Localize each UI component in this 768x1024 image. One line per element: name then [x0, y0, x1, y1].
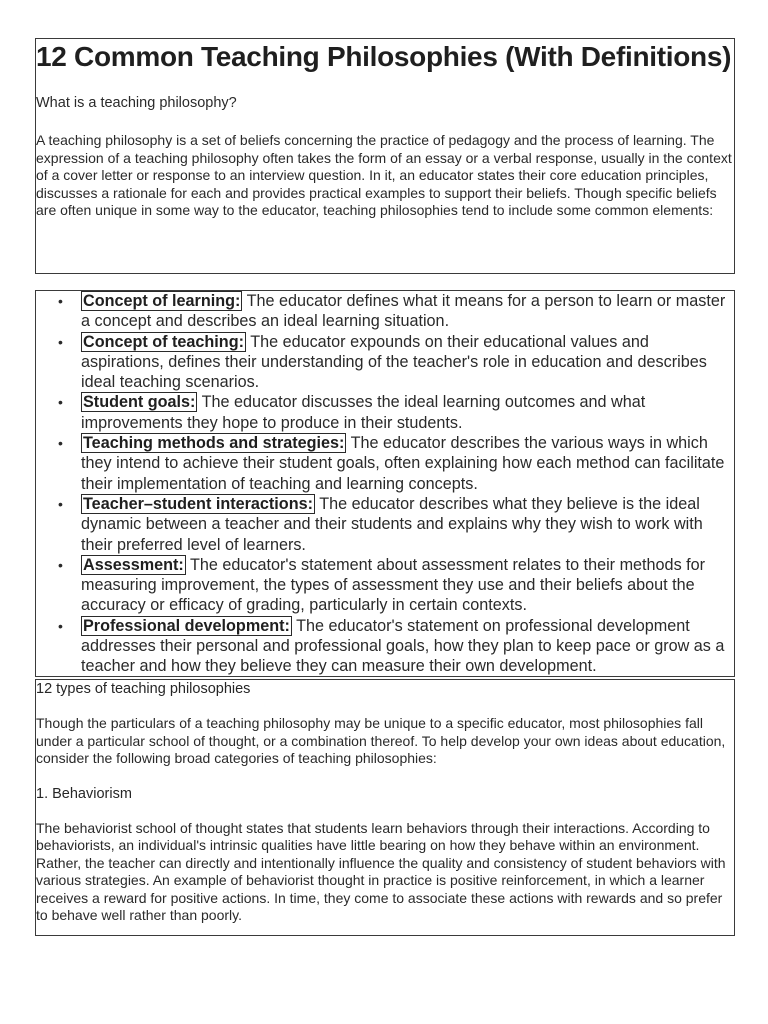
list-item [36, 392, 734, 433]
list-item-text: The educator describes what they believe is the ideal dynamic between a teacher and their students and explains why they wish to work with their preferred level of learners. [81, 494, 703, 554]
elements-list [36, 291, 734, 677]
list-item-text: The educator discusses the ideal learning outcomes and what improvements they hope to produce in their students. [81, 393, 646, 432]
list-item [36, 494, 734, 555]
article-title: 12 Common Teaching Philosophies (With Definitions) [36, 41, 732, 72]
list-item-term: Professional development: [83, 616, 290, 635]
list-item-text: The educator's statement about assessment relates to their methods for measuring improvement, the types of assessment they use and their beliefs about the accuracy or efficacy of grading, particularly in certain contexts. [81, 555, 706, 615]
list-item [36, 616, 734, 677]
list-item-text: The educator's statement on professional development addresses their personal and professional goals, how they plan to keep pace or grow as a teacher and how they believe they can measure their own development. [81, 616, 725, 676]
list-item-text: The educator describes the various ways in which they intend to achieve their student goals, often explaining how each method can facilitate their implementation of teaching and learning concepts. [81, 434, 725, 493]
list-item-term: Assessment: [83, 555, 184, 574]
list-item-term: Student goals: [83, 393, 196, 412]
list-item-text: The educator defines what it means for a person to learn or master a concept and describes an ideal learning situation. [81, 292, 726, 331]
bullet-icon: • [58, 293, 63, 309]
list-item-term: Teaching methods and strategies: [83, 434, 345, 453]
bullet-icon: • [58, 495, 63, 512]
behaviorism-paragraph: The behaviorist school of thought states that students learn behaviors through their interactions. According to behaviorists, an individual's intrinsic qualities have little bearing on how they behave within an environment. Rather, the teacher can directly and intentionally influence the quality and consistency of student behaviors with various strategies. An example of behaviorist thought in practice is positive reinforcement, in which a learner receives a reward for positive actions. In time, they come to associate these actions with rewards and so prefer to behave well rather than poorly. [36, 819, 726, 923]
types-intro-paragraph: Though the particulars of a teaching philosophy may be unique to a specific educator, most philosophies fall under a particular school of thought, or a combination thereof. To help develop your own ideas about education, consider the following broad categories of teaching philosophies: [36, 715, 726, 766]
types-section [35, 679, 735, 936]
elements-list-section [35, 290, 735, 677]
intro-section [35, 38, 735, 274]
list-item-text: The educator expounds on their educational values and aspirations, defines their understanding of the teacher's role in education and describes ideal teaching scenarios. [81, 332, 707, 392]
list-item-term: Concept of learning: [83, 292, 241, 310]
list-item [36, 291, 734, 332]
list-item [36, 433, 734, 494]
bullet-icon: • [58, 435, 63, 452]
list-item-term: Concept of teaching: [83, 332, 244, 351]
bullet-icon: • [58, 556, 63, 573]
list-item [36, 555, 734, 616]
list-item [36, 332, 734, 393]
types-heading: 12 types of teaching philosophies [36, 681, 251, 697]
list-item-term: Teacher–student interactions: [83, 494, 313, 513]
bullet-icon: • [58, 617, 63, 634]
section-question: What is a teaching philosophy? [36, 95, 237, 111]
bullet-icon: • [58, 394, 63, 411]
behaviorism-heading: 1. Behaviorism [36, 785, 132, 802]
intro-paragraph: A teaching philosophy is a set of beliefs concerning the practice of pedagogy and the process of learning. The expression of a teaching philosophy often takes the form of an essay or a verbal response, usually in the context of a cover letter or response to an interview question. In it, an educator states their core education principles, discusses a rationale for each and provides practical examples to support their beliefs. Though specific beliefs are often unique in some way to the educator, teaching philosophies tend to include some common elements: [36, 132, 732, 218]
bullet-icon: • [58, 333, 63, 350]
